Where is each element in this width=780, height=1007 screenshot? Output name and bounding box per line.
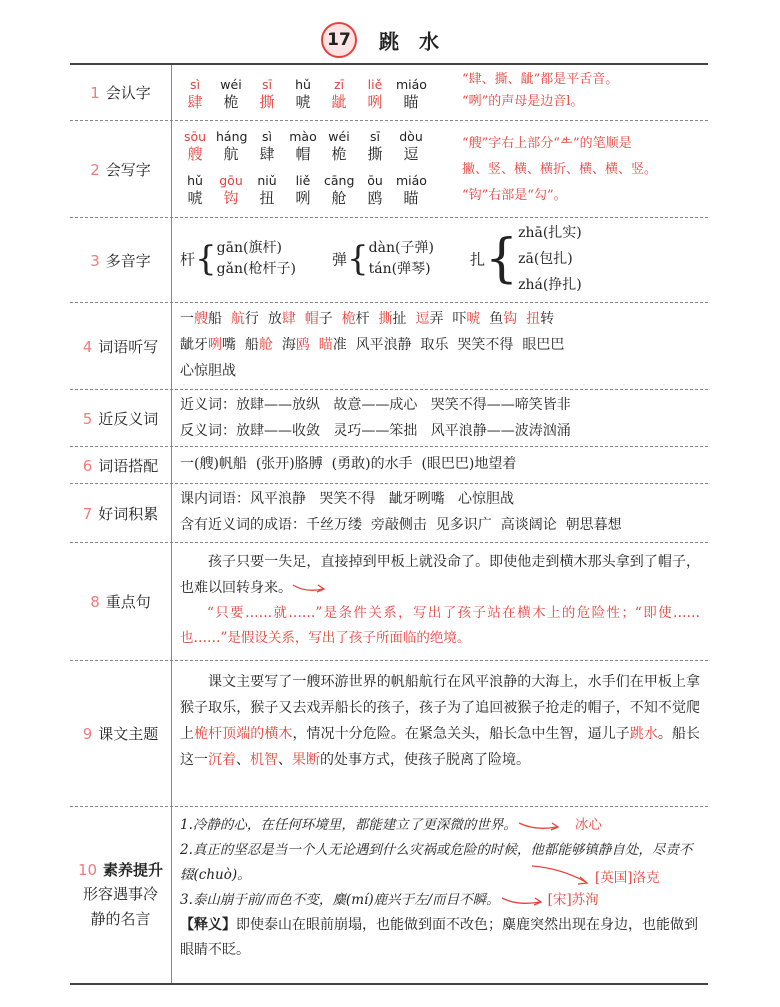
note: “咧”的声母是边音l。 (462, 94, 584, 109)
pinyin: sì (262, 129, 272, 144)
char-item (396, 129, 426, 164)
polyphone-char: 杆 (180, 250, 196, 269)
character: 扭 (259, 189, 275, 207)
char-item (288, 173, 318, 208)
char-item (396, 173, 426, 208)
row-label: 会认字 (105, 84, 151, 102)
explanation: 【释义】即使泰山在眼前崩塌，也能做到面不改色；麋鹿突然出现在身边，也能做到眼睛不眨。 (180, 917, 698, 958)
explanation-tag: 【释义】 (180, 917, 236, 933)
theme-segment: 跳水 (629, 726, 658, 742)
row-number: 2 (90, 160, 100, 179)
row-number: 4 (82, 337, 93, 356)
polyphone-char: 扎 (470, 250, 486, 269)
reading: gǎn(枪杆子) (216, 261, 296, 277)
word-segment: 弄 (429, 311, 453, 327)
word-segment: 嘴 (222, 337, 245, 353)
word-segment: 准 (332, 337, 356, 353)
dictation-line (180, 358, 700, 384)
row-sublabel: 形容遇事冷静的名言 (82, 884, 158, 928)
character: 桅 (331, 145, 347, 163)
word-segment: 唬 (466, 311, 481, 327)
char-item (288, 129, 318, 164)
brace-icon: { (347, 239, 369, 279)
word-segment: 舱 (258, 337, 273, 353)
word-segment: 风平浪静 取乐 哭笑不得 眼巴巴 (355, 337, 565, 353)
word-segment: 瞄 (318, 337, 333, 353)
word-list (172, 303, 708, 389)
collocation-line: 一(艘)帆船 (张开)胳膊 (勇敢)的水手 (眼巴巴)地望着 (180, 456, 517, 472)
char-item (216, 77, 246, 112)
row-key-sentence (70, 543, 708, 661)
pinyin: ōu (367, 173, 383, 188)
pinyin: zī (333, 77, 345, 92)
quote-author: [宋]苏洵 (547, 892, 599, 908)
word-segment: 航 (230, 311, 245, 327)
row-number: 10 (77, 860, 98, 879)
reading: gān(旗杆) (216, 240, 282, 256)
pinyin: sì (190, 77, 200, 92)
char-item (324, 129, 354, 164)
word-segment: 转 (540, 311, 555, 327)
char-item (360, 129, 390, 164)
character: 桅 (223, 93, 239, 111)
reading: zā(包扎) (518, 251, 573, 267)
row-label: 词语听写 (98, 337, 159, 356)
char-item (252, 77, 282, 112)
polyphone-group (180, 238, 296, 280)
word-segment: 咧 (208, 337, 222, 353)
pinyin: sōu (183, 129, 207, 144)
word-segment: 桅 (341, 311, 356, 327)
pinyin: sī (262, 77, 272, 92)
lesson-number-badge: 17 (321, 22, 357, 58)
character: 撕 (367, 145, 383, 163)
note: “肆、撕、龇”都是平舌音。 (462, 72, 619, 87)
character: 航 (223, 145, 239, 163)
theme-segment: 沉着 (208, 752, 236, 768)
pinyin: gōu (219, 173, 243, 188)
row-label: 重点句 (105, 593, 151, 611)
pinyin: cāng (324, 173, 355, 188)
reading: zhá(挣扎) (518, 277, 582, 293)
quote-2: 2.真正的坚忍是当一个人无论遇到什么灾祸或危险的时候，他都能够镇静自处，尽责不辍(chuò)。 [英国]洛克 (180, 838, 700, 888)
row-label: 好词积累 (98, 504, 159, 523)
character: 肆 (187, 93, 203, 111)
key-sentence: 孩子只要一失足，直接掉到甲板上就没命了。即使他走到横木那头拿到了帽子，也难以回转身来。 (180, 554, 700, 596)
dictation-line (180, 332, 700, 358)
word-segment: 鸥 (295, 337, 310, 353)
row-label: 多音字 (105, 251, 151, 270)
words-line: 课内词语：风平浪静 哭笑不得 龇牙咧嘴 心惊胆战 (180, 491, 515, 507)
antonym-line: 反义词：放肆——收敛 灵巧——笨拙 风平浪静——波涛汹涌 (180, 423, 571, 439)
polyphone-group (470, 220, 582, 298)
lesson-title: 跳水 (379, 29, 459, 54)
note: “艘”字右上部分“𠂒”的笔顺是 (462, 136, 632, 151)
character: 鸥 (367, 189, 383, 207)
pinyin: wéi (220, 77, 242, 92)
word-segment: 海 (281, 337, 296, 353)
char-item (180, 77, 210, 112)
synonym-line: 近义词：放肆——放纵 故意——成心 哭笑不得——啼笑皆非 (180, 397, 571, 413)
word-segment (310, 337, 319, 353)
character: 撕 (259, 93, 275, 111)
char-item (180, 129, 210, 164)
arrow-icon (530, 862, 590, 888)
character: 肆 (259, 145, 275, 163)
word-segment: 船 (244, 337, 259, 353)
row-number: 3 (90, 251, 100, 270)
word-segment: 逗 (415, 311, 430, 327)
char-item (324, 77, 354, 112)
brace-icon: { (485, 229, 519, 289)
word-segment: 扯 (392, 311, 416, 327)
reading: tán(弹琴) (368, 261, 431, 277)
character: 瞄 (403, 189, 419, 207)
pinyin: liě (295, 173, 311, 188)
theme-segment: 的处事方式，使孩子脱离了险境。 (320, 752, 530, 768)
char-item (180, 173, 210, 208)
pinyin: wéi (328, 129, 350, 144)
word-segment (480, 311, 489, 327)
row-number: 1 (90, 84, 100, 102)
char-list (180, 173, 432, 208)
row-number: 9 (82, 725, 93, 743)
character: 龇 (331, 93, 347, 111)
theme-segment: 。船长这一 (180, 726, 701, 768)
polyphone-char: 弹 (332, 250, 348, 269)
row-number: 7 (82, 504, 93, 523)
char-list (180, 129, 432, 164)
study-table (70, 63, 708, 985)
row-label: 近反义词 (98, 409, 159, 428)
quote-1: 1.冷静的心，在任何环境里，都能建立了更深微的世界。 冰心 (180, 817, 602, 833)
character: 咧 (295, 189, 311, 207)
note: “钩”右部是“勾”。 (462, 188, 567, 203)
character: 瞄 (403, 93, 419, 111)
word-segment: 肆 (281, 311, 296, 327)
pinyin: miáo (396, 173, 427, 188)
row-polyphones (70, 218, 708, 303)
word-segment: 船 (208, 311, 231, 327)
word-segment: 撕 (378, 311, 393, 327)
word-segment: 鱼 (489, 311, 504, 327)
sentence-annotation: “只要……就……”是条件关系，写出了孩子站在横木上的危险性；“即使……也……”是假设关系，写出了孩子所面临的绝境。 (180, 605, 700, 646)
pinyin: mào (289, 129, 317, 144)
row-number: 6 (82, 456, 93, 475)
note: 撇、竖、横、横折、横、横、竖。 (462, 162, 658, 177)
row-label: 词语搭配 (98, 456, 159, 475)
arrow-icon (500, 894, 544, 908)
quote-author: [英国]洛克 (595, 870, 660, 886)
char-item (252, 173, 282, 208)
pinyin: niǔ (257, 173, 277, 188)
word-segment: 杆 (355, 311, 379, 327)
reading: zhā(扎实) (518, 225, 582, 241)
character: 艘 (187, 145, 203, 163)
character: 唬 (295, 93, 311, 111)
quote-3: 3.泰山崩于前/而色不变，麋(mí)鹿兴于左/而目不瞬。 [宋]苏洵 (180, 892, 599, 908)
pinyin: liě (367, 77, 383, 92)
row-number: 5 (82, 409, 93, 428)
quote-author: 冰心 (574, 817, 602, 833)
character: 舱 (331, 189, 347, 207)
pinyin: hǔ (187, 173, 203, 188)
lesson-header (0, 22, 780, 58)
row-collocations (70, 447, 708, 484)
row-recognize-chars (70, 65, 708, 121)
char-item (360, 173, 390, 208)
word-segment: 心惊胆战 (180, 363, 236, 379)
theme-segment: 、 (278, 752, 292, 768)
dictation-line (180, 306, 700, 332)
char-list (180, 77, 432, 112)
word-segment: 艘 (194, 311, 208, 327)
row-label: 素养提升 (103, 860, 164, 879)
row-label: 课文主题 (98, 725, 159, 743)
character: 钩 (223, 189, 239, 207)
theme-segment: 、 (236, 752, 250, 768)
brace-icon: { (195, 239, 217, 279)
char-item (216, 129, 246, 164)
word-segment: 吓 (452, 311, 467, 327)
char-item (216, 173, 246, 208)
pinyin: hǔ (295, 77, 311, 92)
char-item (324, 173, 354, 208)
theme-segment: 课文主要写了一艘环游世界的帆船航行在风平浪静的大海上，水手们在甲板上拿猴子取乐，猴子又去戏弄船长的孩子，孩子为了追回被猴子抢走的帽子，不知不觉爬上 (180, 674, 700, 742)
arrow-icon (517, 819, 561, 833)
char-item (396, 77, 426, 112)
row-label: 会写字 (105, 160, 151, 179)
pinyin: miáo (396, 77, 427, 92)
word-segment: 龇牙 (180, 337, 208, 353)
row-quotes (70, 807, 708, 983)
word-segment (517, 311, 526, 327)
theme-segment: ，情况十分危险。在紧急关头，船长急中生智，逼儿子 (292, 726, 630, 742)
character: 咧 (367, 93, 383, 111)
pinyin: dòu (399, 129, 423, 144)
word-segment (273, 337, 282, 353)
word-segment (296, 311, 305, 327)
arrow-icon (292, 581, 326, 595)
pinyin: háng (216, 129, 248, 144)
word-segment: 帽 (304, 311, 319, 327)
character: 唬 (187, 189, 203, 207)
character: 逗 (403, 145, 419, 163)
word-segment: 扭 (526, 311, 541, 327)
word-segment: 行 (244, 311, 268, 327)
idioms-line: 含有近义词的成语：千丝万缕 旁敲侧击 见多识广 高谈阔论 朝思暮想 (180, 517, 622, 533)
polyphone-group (332, 238, 434, 280)
theme-paragraph (180, 669, 700, 773)
theme-segment: 机智 (250, 752, 278, 768)
reading: dàn(子弹) (368, 240, 434, 256)
word-segment: 放 (267, 311, 282, 327)
word-segment: 一 (180, 311, 194, 327)
character: 帽 (295, 145, 311, 163)
row-synonyms (70, 390, 708, 447)
row-write-chars (70, 121, 708, 218)
row-dictation (70, 303, 708, 390)
row-theme (70, 661, 708, 807)
pinyin: sī (370, 129, 380, 144)
theme-segment: 桅杆顶端的横木 (194, 726, 293, 742)
char-item (288, 77, 318, 112)
row-good-words (70, 484, 708, 543)
word-segment: 子 (318, 311, 342, 327)
char-item (360, 77, 390, 112)
row-number: 8 (90, 593, 100, 611)
char-item (252, 129, 282, 164)
theme-segment: 果断 (292, 752, 320, 768)
word-segment: 钩 (503, 311, 518, 327)
